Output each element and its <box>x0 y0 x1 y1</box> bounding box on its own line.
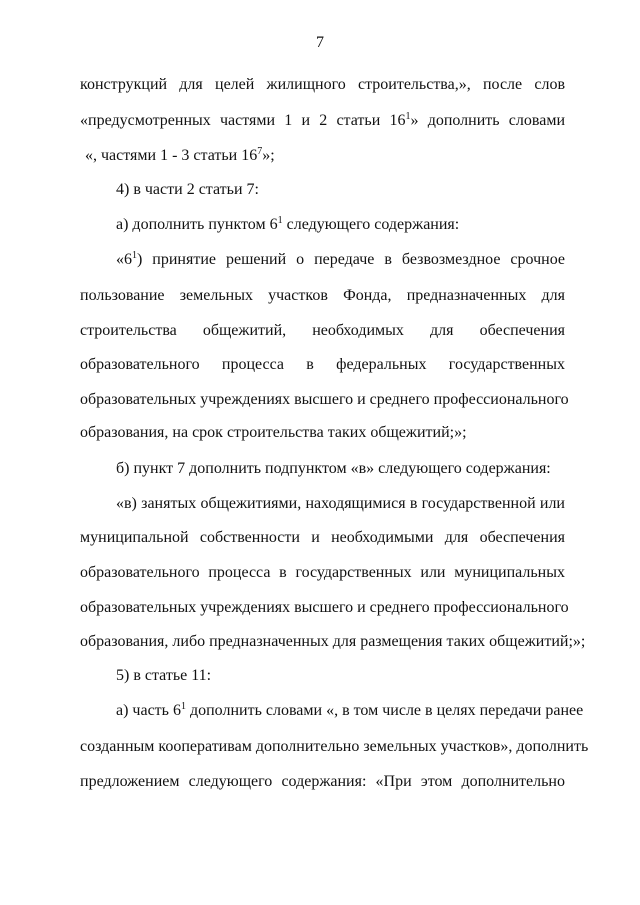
text-line-12: б) пункт 7 дополнить подпунктом «в» следующего содержания: <box>116 460 551 477</box>
text-line-14: муниципальной собственности и необходимыми для обеспечения <box>80 529 565 546</box>
text-line-21: предложением следующего содержания: «При этом дополнительно <box>80 773 565 790</box>
page-number: 7 <box>316 34 324 51</box>
text-line-1: конструкций для целей жилищного строительства,», после слов <box>80 76 565 93</box>
text-line-5: а) дополнить пунктом $6^1$ следующего содержания: <box>116 215 460 233</box>
text-line-8: строительства общежитий, необходимых для обеспечения <box>80 322 565 339</box>
text-line-13: «в) занятых общежитиями, находящимися в государственной или <box>116 495 565 512</box>
text-line-11: образования, на срок строительства таких общежитий;»; <box>80 424 467 441</box>
text-line-15: образовательного процесса в государственных или муниципальных <box>80 564 565 581</box>
text-line-3: «, частями 1 - 3 статьи $16^7$»; <box>85 146 275 164</box>
text-line-4: 4) в части 2 статьи 7: <box>116 181 259 198</box>
text-line-18: 5) в статье 11: <box>116 667 212 684</box>
text-line-10: образовательных учреждениях высшего и среднего профессионального <box>80 391 569 408</box>
text-line-19: а) часть $6^1$ дополнить словами «, в том числе в целях передачи ранее <box>116 701 584 719</box>
text-line-20: созданным кооперативам дополнительно земельных участков», дополнить <box>80 738 589 755</box>
text-line-17: образования, либо предназначенных для размещения таких общежитий;»; <box>80 633 586 650</box>
text-line-16: образовательных учреждениях высшего и среднего профессионального <box>80 599 569 616</box>
text-line-6: «$6^1$) принятие решений о передаче в безвозмездное срочное <box>116 250 565 268</box>
text-line-9: образовательного процесса в федеральных государственных <box>80 356 565 373</box>
text-line-7: пользование земельных участков Фонда, предназначенных для <box>80 287 565 304</box>
text-line-2: «предусмотренных частями 1 и 2 статьи $16^1$» дополнить словами <box>80 111 566 129</box>
